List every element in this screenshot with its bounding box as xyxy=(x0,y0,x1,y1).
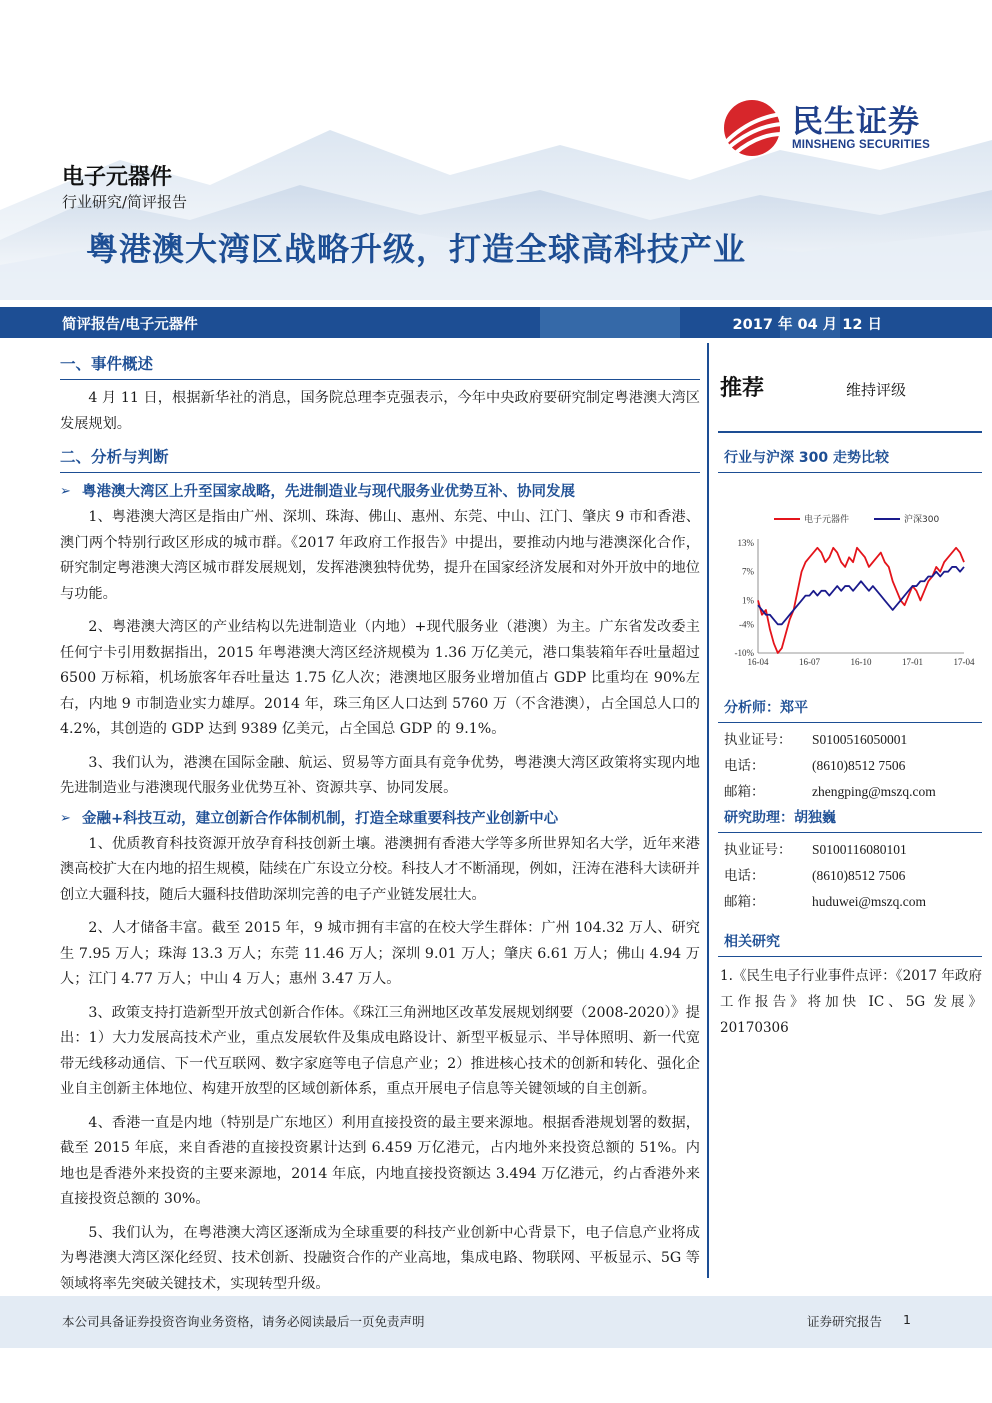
contact-row xyxy=(718,779,982,805)
sector-title: 电子元器件 xyxy=(62,165,173,190)
chart-series-line xyxy=(758,567,964,624)
chart-y-tick-label: 7% xyxy=(742,566,754,577)
contact-row xyxy=(718,837,982,863)
report-title: 粤港澳大湾区战略升级，打造全球高科技产业 xyxy=(86,230,747,268)
contact-value[interactable]: zhengping@mszq.com xyxy=(812,784,936,799)
contact-value: S0100516050001 xyxy=(812,732,908,747)
bullet-heading xyxy=(60,479,700,505)
contact-key: 执业证号： xyxy=(724,732,792,748)
contact-value: S0100116080101 xyxy=(812,842,907,857)
bullet-heading-text: 粤港澳大湾区上升至国家战略，先进制造业与现代服务业优势互补、协同发展 xyxy=(82,484,575,500)
analyst-heading: 分析师：郑平 xyxy=(718,697,982,723)
paragraph: 1、优质教育科技资源开放孕育科技创新土壤。港澳拥有香港大学等多所世界知名大学，近年来港澳高校扩大在内地的招生规模，陆续在广东设立分校。科技人才不断涌现，例如，汪涛在港科大读研并创立大疆科技，随后大疆科技借助深圳完善的电子产业链发展壮大。 xyxy=(60,835,700,903)
section-heading-analysis: 二、分析与判断 xyxy=(60,445,700,473)
page-number: 1 xyxy=(903,1312,911,1327)
rating-box xyxy=(718,343,982,433)
analyst-contact xyxy=(718,727,982,805)
contact-key: 执业证号： xyxy=(724,842,792,858)
chart-y-tick-label: 13% xyxy=(737,538,754,548)
arrow-bullet-icon: ➢ xyxy=(60,484,71,499)
chart-x-tick-label: 17-01 xyxy=(902,657,923,667)
paragraph: 4、香港一直是内地（特别是广东地区）利用直接投资的最主要来源地。根据香港规划署的数据，截至 2015 年底，来自香港的直接投资累计达到 6.459 万亿港元，占内地外来投资总额的 51%。内地也是香港外来投资的主要来源地，2014 年底，内地直接投资额达 3.494 万亿港元，约占香港外来直接投资总额的 30%。 xyxy=(60,1114,700,1207)
paragraph: 2、人才储备丰富。截至 2015 年，9 城市拥有丰富的在校大学生群体：广州 104.32 万人、研究生 7.95 万人；珠海 13.3 万人；东莞 11.46 万人；深圳 9.01 万人；肇庆 6.61 万人；佛山 4.94 万人；江门 4.77 万人；中山 4 万人；惠州 3.47 万人。 xyxy=(60,920,700,987)
chart-y-tick-label: 1% xyxy=(742,595,754,606)
report-category: 行业研究/简评报告 xyxy=(62,193,188,211)
paragraph: 4 月 11 日，根据新华社的消息，国务院总理李克强表示，今年中央政府要研究制定粤港澳大湾区发展规划。 xyxy=(60,390,700,432)
contact-key: 电话： xyxy=(724,868,765,884)
section-heading-event: 一、事件概述 xyxy=(60,352,700,380)
logo-english-name: MINSHENG SECURITIES xyxy=(792,139,930,151)
related-research-item[interactable]: 1.《民生电子行业事件点评：《2017 年政府工作报告》将加快 IC、5G 发展》20170306 xyxy=(720,968,982,1036)
chart-series-line xyxy=(758,548,964,653)
arrow-bullet-icon: ➢ xyxy=(60,810,71,826)
performance-chart xyxy=(718,473,982,693)
contact-key: 邮箱： xyxy=(724,784,765,800)
chart-y-tick-label: -10% xyxy=(734,648,754,658)
title-bar xyxy=(0,307,992,338)
bullet-heading-text: 金融+科技互动，建立创新合作体制机制，打造全球重要科技产业创新中心 xyxy=(82,810,559,827)
contact-row xyxy=(718,753,982,779)
assistant-contact xyxy=(718,837,982,915)
paragraph: 5、我们认为，在粤港澳大湾区逐渐成为全球重要的科技产业创新中心背景下，电子信息产业将成为粤港澳大湾区深化经贸、技术创新、投融资合作的产业高地，集成电路、物联网、平板显示、5G 等领域将率先突破关键技术，实现转型升级。 xyxy=(60,1224,700,1292)
sidebar xyxy=(718,343,982,1041)
contact-value: (8610)8512 7506 xyxy=(812,868,906,883)
chart-heading: 行业与沪深 300 走势比较 xyxy=(718,447,982,473)
contact-row xyxy=(718,727,982,753)
chart-y-tick-label: -4% xyxy=(739,619,754,630)
bullet-heading xyxy=(60,806,700,832)
footer-report-label: 证券研究报告 xyxy=(806,1314,882,1329)
chart-x-tick-label: 17-04 xyxy=(953,657,975,667)
rating-status: 维持评级 xyxy=(846,381,907,399)
chart-x-tick-label: 16-07 xyxy=(799,657,820,667)
rating-label: 推荐 xyxy=(720,376,765,401)
company-logo xyxy=(720,98,960,158)
paragraph: 2、粤港澳大湾区的产业结构以先进制造业（内地）+现代服务业（港澳）为主。广东省发改委主任何宁卡引用数据指出，2015 年粤港澳大湾区经济规模为 1.36 万亿美元，港口集装箱年吞吐量超过 6500 万标箱，机场旅客年吞吐量达 1.75 亿人次；港澳地区服务业增加值占 GDP 比重均在 90%左右，内地 9 市制造业实力雄厚。2014 年，珠三角区人口达到 5760 万（不含港澳），占全国总人口的 4.2%，其创造的 GDP 达到 9389 亿美元，占全国总 GDP 的 9.1%。 xyxy=(60,619,700,737)
column-divider xyxy=(707,343,709,1278)
paragraph: 3、我们认为，港澳在国际金融、航运、贸易等方面具有竞争优势，粤港澳大湾区政策将实现内地先进制造业与港澳现代服务业优势互补、资源共享、协同发展。 xyxy=(60,754,700,796)
assistant-heading: 研究助理：胡独巍 xyxy=(718,807,982,833)
contact-row xyxy=(718,863,982,889)
logo-chinese-name: 民生证券 xyxy=(792,104,920,140)
logo-mark-icon xyxy=(720,98,786,158)
bar-report-type: 简评报告/电子元器件 xyxy=(62,317,198,333)
bar-decoration xyxy=(540,307,680,338)
report-date: 2017 年 04 月 12 日 xyxy=(732,317,882,333)
paragraph: 1、粤港澳大湾区是指由广州、深圳、珠海、佛山、惠州、东莞、中山、江门、肇庆 9 市和香港、澳门两个特别行政区形成的城市群。《2017 年政府工作报告》中提出，要推动内地与港澳深化合作，研究制定粤港澳大湾区城市群发展规划，发挥港澳独特优势，提升在国家经济发展和对外开放中的地位与功能。 xyxy=(60,509,700,602)
paragraph: 3、政策支持打造新型开放式创新合作体。《珠江三角洲地区改革发展规划纲要（2008-2020）》提出：1）大力发展高技术产业，重点发展软件及集成电路设计、新型平板显示、半导体照明、新一代宽带无线移动通信、下一代互联网、数字家庭等电子信息产业；2）推进核心技术的创新和转化、强化企业自主创新主体地位、构建开放型的区域创新体系，重点开展电子信息等关键领域的自主创新。 xyxy=(60,1004,700,1097)
page-footer xyxy=(0,1296,992,1348)
main-content xyxy=(60,352,700,1301)
contact-row xyxy=(718,889,982,915)
disclaimer-note: 本公司具备证券投资咨询业务资格，请务必阅读最后一页免责声明 xyxy=(62,1314,425,1329)
chart-legend-label: 沪深300 xyxy=(904,515,940,525)
chart-x-tick-label: 16-04 xyxy=(747,657,769,667)
chart-legend-label: 电子元器件 xyxy=(804,515,850,525)
chart-svg xyxy=(718,473,982,693)
contact-value[interactable]: huduwei@mszq.com xyxy=(812,894,927,909)
chart-x-tick-label: 16-10 xyxy=(850,657,872,667)
contact-key: 邮箱： xyxy=(724,894,765,910)
contact-key: 电话： xyxy=(724,758,765,774)
related-research-heading: 相关研究 xyxy=(718,931,982,957)
contact-value: (8610)8512 7506 xyxy=(812,758,906,773)
